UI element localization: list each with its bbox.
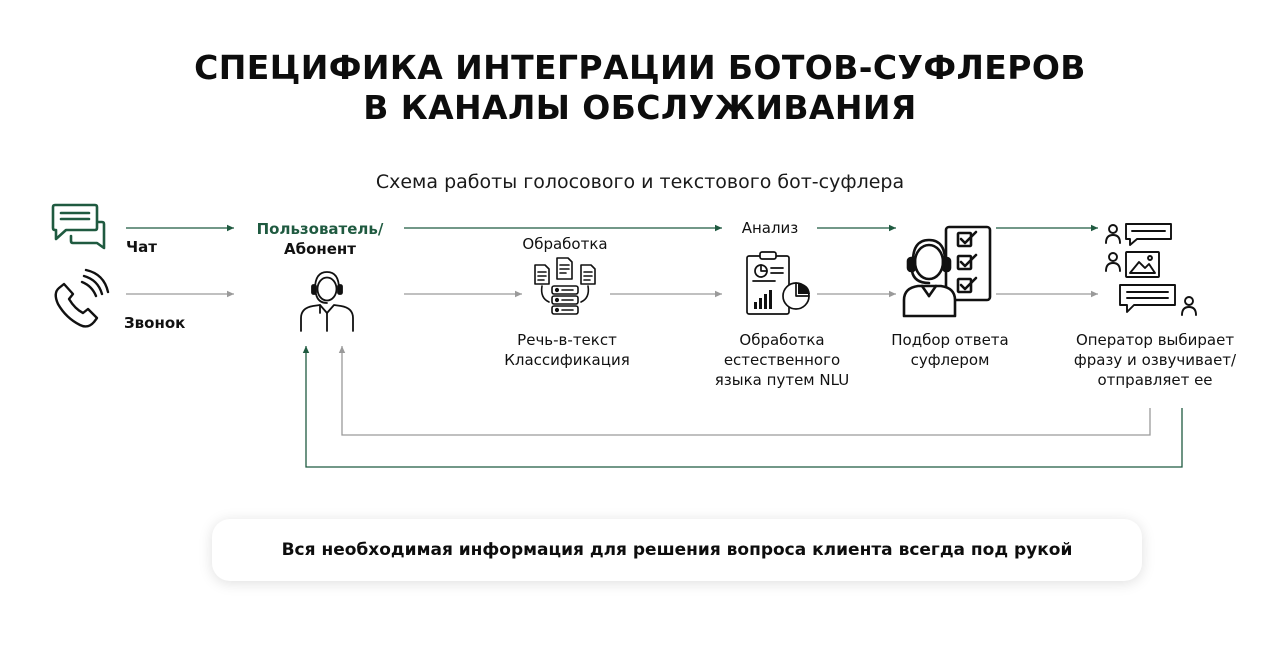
phone-call-icon xyxy=(56,270,108,326)
operator-caption-line-3: отправляет ее xyxy=(1097,371,1213,389)
diagram-subtitle: Схема работы голосового и текстового бот-суфлера xyxy=(375,171,905,193)
user-label xyxy=(240,219,400,259)
analysis-caption-line-2: естественного xyxy=(723,351,841,369)
user-label-line-2: Абонент xyxy=(284,240,356,258)
suggestion-caption-line-2: суфлером xyxy=(910,351,990,369)
footer-banner-text: Вся необходимая информация для решения вопроса клиента всегда под рукой xyxy=(281,540,1073,560)
analysis-top-label: Анализ xyxy=(741,219,799,237)
processing-caption-line-1: Речь-в-текст xyxy=(517,331,617,349)
processing-caption xyxy=(482,330,652,370)
title-line-2: В КАНАЛЫ ОБСЛУЖИВАНИЯ xyxy=(363,88,917,127)
footer-banner xyxy=(212,519,1142,581)
user-label-line-1: Пользователь/ xyxy=(256,220,384,238)
title-line-1: СПЕЦИФИКА ИНТЕГРАЦИИ БОТОВ-СУФЛЕРОВ xyxy=(194,48,1086,87)
suggestion-caption-line-1: Подбор ответа xyxy=(891,331,1009,349)
processing-caption-line-2: Классификация xyxy=(504,351,630,369)
report-analytics-icon xyxy=(747,252,810,314)
processing-top-label: Обработка xyxy=(522,235,608,253)
analysis-caption-line-1: Обработка xyxy=(739,331,825,349)
operator-caption xyxy=(1058,330,1252,390)
call-label: Звонок xyxy=(124,314,186,332)
user-headset-icon xyxy=(301,272,353,331)
analysis-caption-line-3: языка путем NLU xyxy=(714,371,850,389)
operator-messages-icon xyxy=(1106,224,1196,315)
chat-bubbles-icon xyxy=(53,205,104,248)
suggestion-caption xyxy=(870,330,1030,370)
chat-label: Чат xyxy=(126,238,157,256)
operator-checklist-icon xyxy=(904,227,990,316)
analysis-caption xyxy=(697,330,867,390)
document-database-icon xyxy=(535,258,595,314)
operator-caption-line-1: Оператор выбирает xyxy=(1075,331,1235,349)
operator-caption-line-2: фразу и озвучивает/ xyxy=(1073,351,1237,369)
